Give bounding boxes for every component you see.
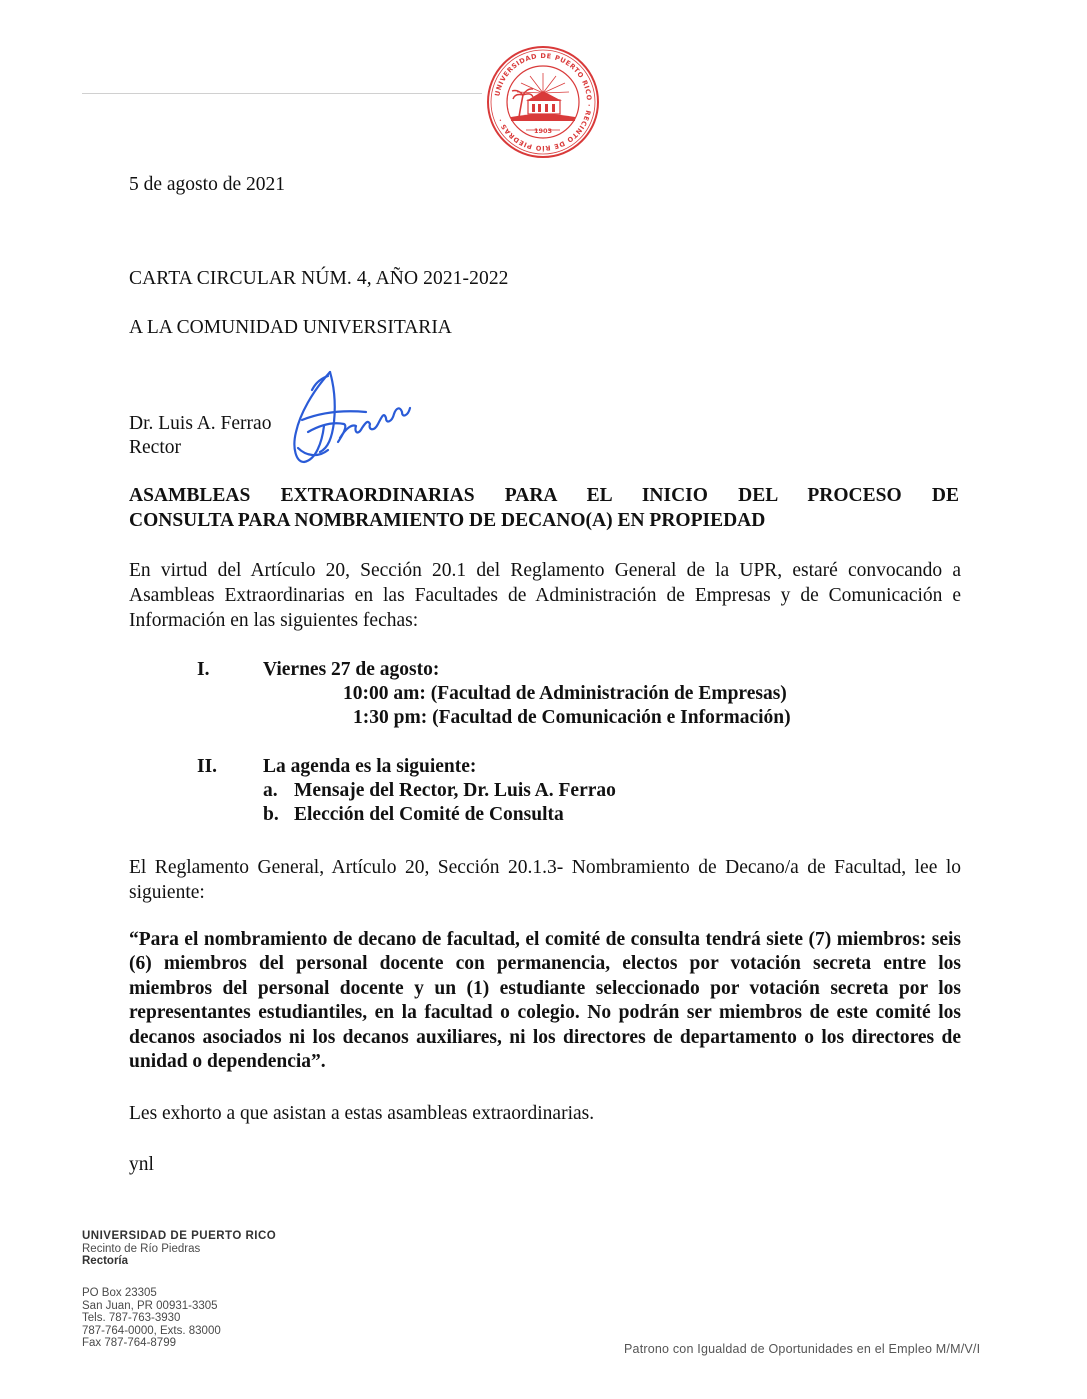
seal-ring-text: UNIVERSIDAD DE PUERTO RICO · RECINTO DE RÍO PIEDRAS · [493,51,594,153]
schedule-item-2: 1:30 pm: (Facultad de Comunicación e Información) [353,707,791,728]
agenda-item-a-text: Mensaje del Rector, Dr. Luis A. Ferrao [294,780,616,801]
section-1-title: Viernes 27 de agosto: [263,659,440,680]
subject-line-1: ASAMBLEAS EXTRAORDINARIAS PARA EL INICIO DEL PROCESO DE [129,485,959,506]
regulation-quote: “Para el nombramiento de decano de facultad, el comité de consulta tendrá siete (7) miembros: seis (6) miembros del personal docente con permanencia, electos por votación secreta entre los miembros del personal docente y un (1) estudiante seleccionado por votación secreta por los representantes estudiantiles, en la facultad o colegio. No podrán ser miembros de este comité los decanos asociados ni los decanos auxiliares, ni los directores de departamento o los directores de unidad o dependencia”. [129,929,961,1073]
agenda-item-b-letter: b. [263,804,279,825]
section-2-title: La agenda es la siguiente: [263,756,477,777]
regulation-intro-paragraph: El Reglamento General, Artículo 20, Sección 20.1.3- Nombramiento de Decano/a de Facultad, lee lo siguiente: [129,857,961,903]
university-seal-logo [486,45,600,159]
footer-po-box: PO Box 23305 [82,1287,157,1299]
agenda-item-b-text: Elección del Comité de Consulta [294,804,564,825]
circular-number: CARTA CIRCULAR NÚM. 4, AÑO 2021-2022 [129,268,509,289]
subject-line-2: CONSULTA PARA NOMBRAMIENTO DE DECANO(A) EN PROPIEDAD [129,510,766,531]
letter-subject [129,483,959,533]
footer-fax: Fax 787-764-8799 [82,1337,176,1350]
agenda-item-a-letter: a. [263,780,278,801]
section-1-number: I. [197,659,210,680]
footer-institution [82,1230,276,1268]
agenda-item-a [263,780,616,802]
footer-city: San Juan, PR 00931-3305 [82,1299,218,1312]
intro-paragraph: En virtud del Artículo 20, Sección 20.1 del Reglamento General de la UPR, estaré convocando a Asambleas Extraordinarias en las Facultades de Administración de Empresas y de Comunicación e Información en las siguientes fechas: [129,560,961,631]
seal-year: 1903 [533,127,553,135]
letter-date: 5 de agosto de 2021 [129,174,285,195]
footer-equal-opportunity: Patrono con Igualdad de Oportunidades en el Empleo M/M/V/I [624,1342,981,1356]
schedule-item-1: 10:00 am: (Facultad de Administración de Empresas) [343,683,787,704]
sender-title: Rector [129,437,181,458]
handwritten-signature [282,362,424,472]
footer-campus: Recinto de Río Piedras [82,1242,201,1255]
footer-address [82,1287,221,1350]
letter-recipient: A LA COMUNIDAD UNIVERSITARIA [129,317,452,338]
footer-university: UNIVERSIDAD DE PUERTO RICO [82,1230,277,1242]
footer-tels-2: 787-764-0000, Exts. 83000 [82,1324,221,1337]
sender-name: Dr. Luis A. Ferrao [129,413,272,434]
footer-office: Rectoría [82,1255,129,1268]
closing-paragraph: Les exhorto a que asistan a estas asambleas extraordinarias. [129,1103,595,1124]
sender-block [129,412,271,460]
section-2-number: II. [197,756,218,777]
agenda-item-b [263,804,564,826]
typist-initials: ynl [129,1154,154,1175]
footer-tels: Tels. 787-763-3930 [82,1312,181,1325]
header-rule [82,93,482,94]
